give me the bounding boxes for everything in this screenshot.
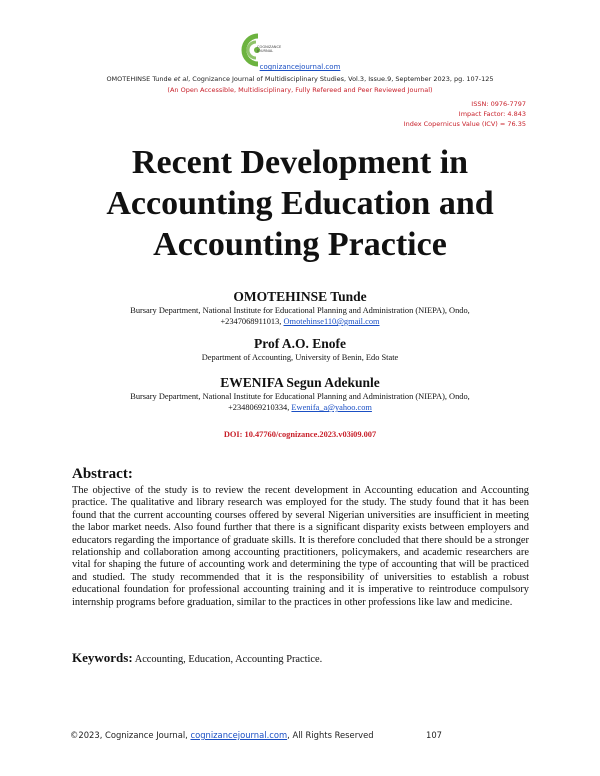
- citation-line: [0, 75, 600, 83]
- author-name: OMOTEHINSE Tunde: [233, 289, 367, 304]
- keywords-value: Accounting, Education, Accounting Practice.: [132, 654, 323, 665]
- author-contact: [80, 316, 520, 327]
- author-name: Prof A.O. Enofe: [254, 336, 346, 351]
- author-block: [80, 289, 520, 327]
- author-phone: +2347068911013,: [220, 317, 284, 326]
- doi[interactable]: DOI: 10.47760/cognizance.2023.v03i09.007: [223, 430, 377, 439]
- footer-suffix: , All Rights Reserved: [287, 730, 374, 740]
- footer-copyright: [70, 730, 374, 740]
- paper-title: [60, 142, 540, 265]
- journal-logo: [236, 33, 284, 67]
- citation-etal: et al: [173, 75, 189, 83]
- footer-prefix: ©2023, Cognizance Journal,: [70, 730, 191, 740]
- author-name: EWENIFA Segun Adekunle: [220, 375, 380, 390]
- abstract-heading: Abstract:: [72, 466, 133, 482]
- author-affiliation: Bursary Department, National Institute for Educational Planning and Administration (NIEPA), Ondo,: [130, 306, 470, 315]
- issn: ISSN: 0976-7797: [471, 100, 526, 108]
- impact-factor: Impact Factor: 4.843: [458, 110, 526, 118]
- author-email-link[interactable]: Ewenifa_a@yahoo.com: [291, 403, 372, 412]
- author-affiliation: Bursary Department, National Institute for Educational Planning and Administration (NIEPA), Ondo,: [130, 392, 470, 401]
- citation-rest: , Cognizance Journal of Multidisciplinary Studies, Vol.3, Issue.9, September 2023, pg. 107-125: [188, 75, 494, 83]
- keywords-label: Keywords:: [72, 650, 133, 665]
- title-line-3: Accounting Practice: [153, 226, 447, 263]
- author-block: [80, 336, 520, 363]
- title-line-2: Accounting Education and: [106, 185, 494, 222]
- icv-value: Index Copernicus Value (ICV) = 76.35: [403, 120, 526, 128]
- author-affiliation: Department of Accounting, University of Benin, Edo State: [201, 353, 399, 362]
- author-email-link[interactable]: Omotehinse110@gmail.com: [283, 317, 380, 326]
- author-phone: +2348069210334,: [228, 403, 292, 412]
- author-contact: [80, 402, 520, 413]
- author-block: [80, 375, 520, 413]
- footer-journal-link[interactable]: cognizancejournal.com: [190, 730, 288, 740]
- logo-text: COGNIZANCE JOURNAL: [257, 45, 282, 53]
- keywords: [72, 650, 529, 666]
- access-note: (An Open Accessible, Multidisciplinary, Fully Refereed and Peer Reviewed Journal): [167, 86, 433, 94]
- title-line-1: Recent Development in: [131, 144, 469, 181]
- citation-prefix: OMOTEHINSE Tunde: [106, 75, 174, 83]
- page-number: 107: [426, 730, 442, 740]
- journal-url-link[interactable]: cognizancejournal.com: [259, 63, 341, 71]
- abstract-body: The objective of the study is to review the recent development in Accounting education and Accounting practice. The qualitative and library research was employed for the study. The study found that it has been found that the current accounting courses offered by several Nigerian universities are insufficient in meeting the labor market needs. Also found further that there is a significant disparity exists between employers and educators regarding the importance of graduate skills. It is therefore concluded that there should be a stronger relationship and collaboration among accounting practitioners, policymakers, and academic researchers are vital for shaping the future of accounting work and determining the type of accounting that will be practiced and studied. The study recommended that it is the responsibility of universities to establish a robust educational foundation for professional accounting training and it is imperative to reintroduce compulsory internship programs before graduation, similar to the practices in other professions like law and medicine.: [72, 485, 529, 608]
